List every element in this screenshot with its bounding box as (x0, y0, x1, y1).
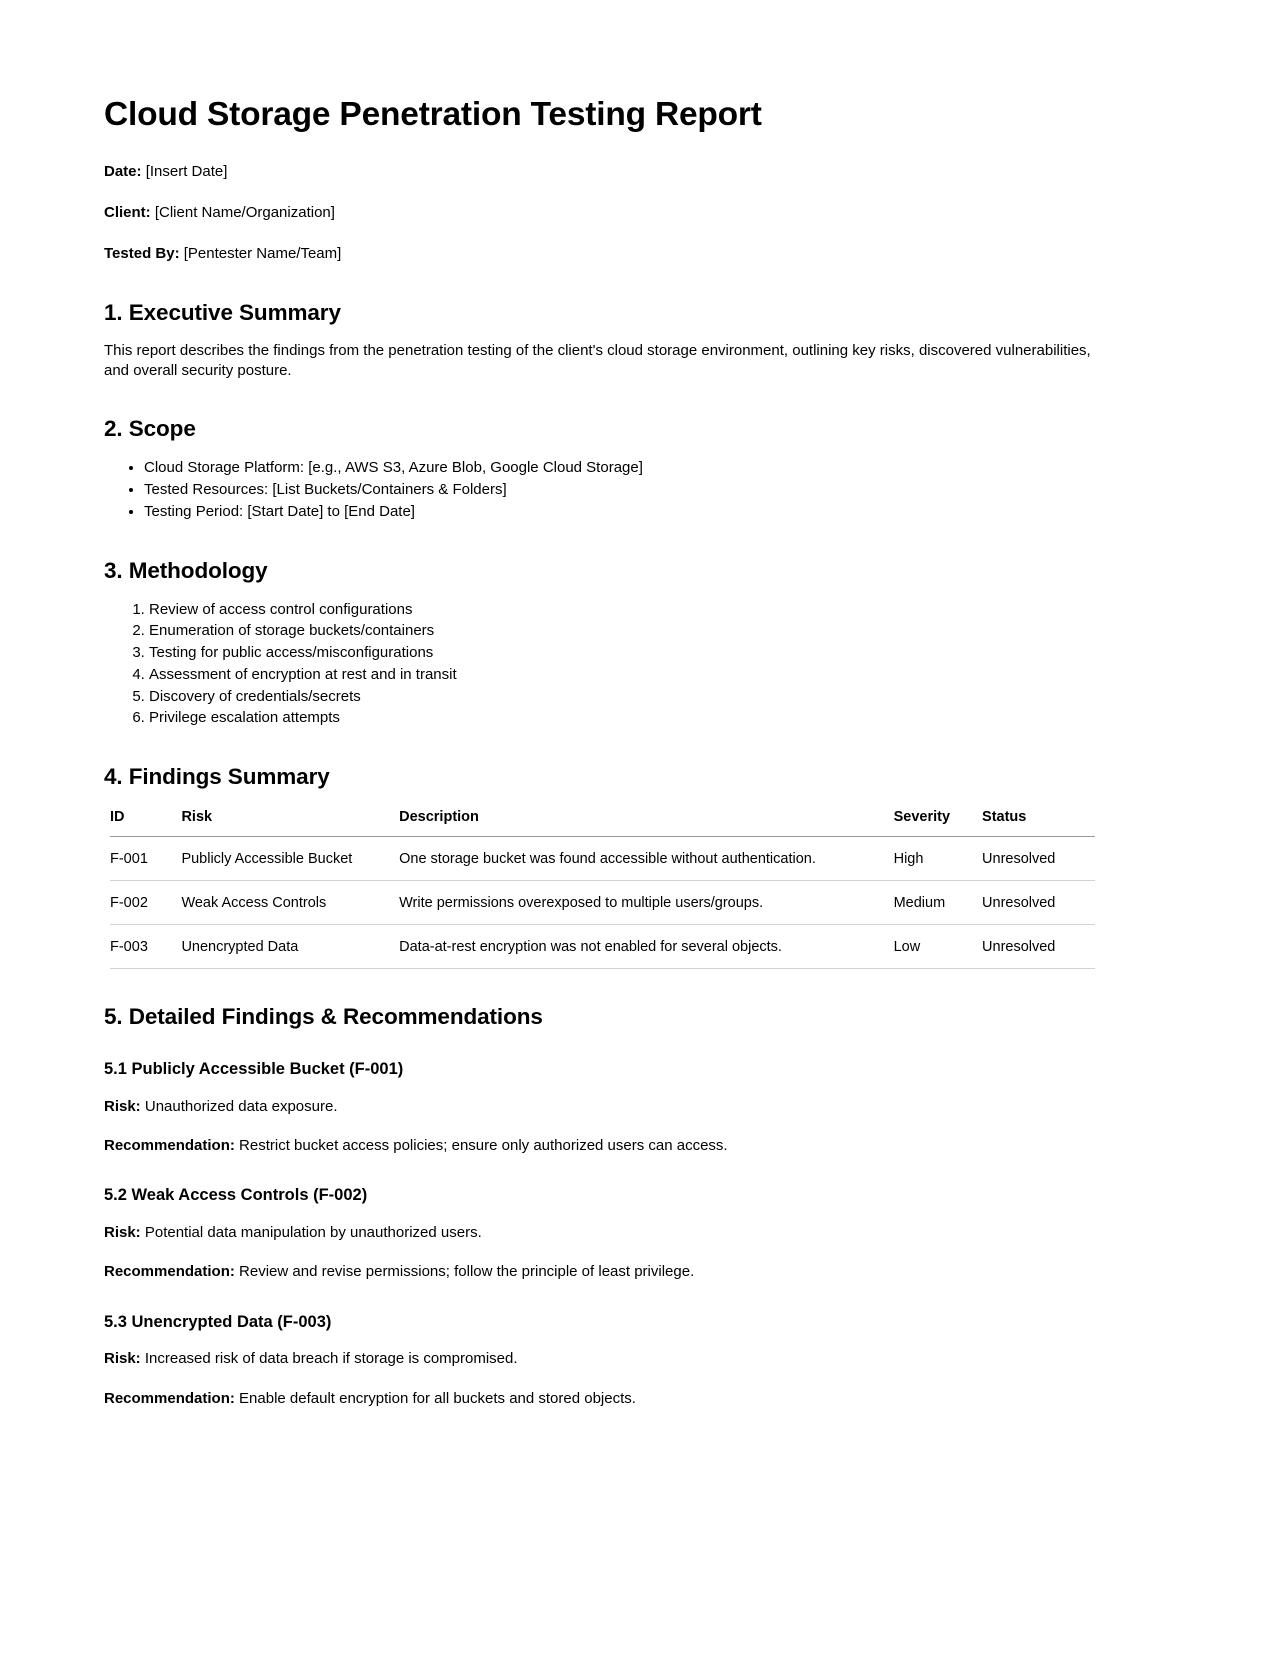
meta-client-label: Client: (104, 203, 151, 221)
methodology-list (104, 599, 1141, 730)
list-item: 3. Testing for public access/misconfigurations (149, 642, 1141, 664)
column-header-status: Status (982, 805, 1095, 837)
recommendation-text: Restrict bucket access policies; ensure only authorized users can access. (239, 1137, 728, 1155)
finding-recommendation-f-002 (104, 1262, 1141, 1282)
meta-client-value: [Client Name/Organization] (154, 203, 335, 221)
finding-recommendation-f-001 (104, 1136, 1141, 1156)
list-item: • Testing Period: [Start Date] to [End Date] (144, 501, 1141, 523)
recommendation-label: Recommendation: (104, 1137, 235, 1155)
scope-list (104, 457, 1141, 522)
recommendation-text: Enable default encryption for all buckets and stored objects. (239, 1389, 636, 1407)
section-heading-detailed-findings: 5. Detailed Findings & Recommendations (104, 1004, 543, 1030)
meta-client (104, 202, 1141, 224)
finding-heading-f-003: 5.3 Unencrypted Data (F-003) (104, 1312, 332, 1331)
meta-date (104, 161, 1141, 183)
risk-label: Risk: (104, 1097, 141, 1115)
risk-text: Increased risk of data breach if storage is compromised. (144, 1350, 518, 1368)
column-header-description: Description (399, 805, 893, 837)
meta-date-label: Date: (104, 162, 142, 180)
table-header (110, 805, 1095, 837)
cell-risk: Weak Access Controls (181, 881, 399, 925)
table-row (110, 837, 1095, 881)
column-header-id: ID (110, 805, 181, 837)
cell-status: Unresolved (982, 925, 1095, 969)
cell-id: F-003 (110, 925, 181, 969)
list-item: • Tested Resources: [List Buckets/Containers & Folders] (144, 479, 1141, 501)
cell-severity: High (894, 837, 982, 881)
list-item: 4. Assessment of encryption at rest and in transit (149, 664, 1141, 686)
recommendation-text: Review and revise permissions; follow the principle of least privilege. (239, 1263, 695, 1281)
list-item: • Cloud Storage Platform: [e.g., AWS S3, Azure Blob, Google Cloud Storage] (144, 457, 1141, 479)
column-header-severity: Severity (894, 805, 982, 837)
risk-text: Potential data manipulation by unauthorized users. (144, 1224, 482, 1242)
section-heading-findings-summary: 4. Findings Summary (104, 764, 330, 790)
meta-tested-by (104, 243, 1141, 265)
finding-risk-f-001 (104, 1097, 1141, 1117)
meta-tested-by-label: Tested By: (104, 245, 180, 263)
meta-date-value: [Insert Date] (145, 162, 228, 180)
list-item: 1. Review of access control configurations (149, 599, 1141, 621)
recommendation-label: Recommendation: (104, 1389, 235, 1407)
finding-heading-f-001: 5.1 Publicly Accessible Bucket (F-001) (104, 1060, 404, 1079)
cell-id: F-002 (110, 881, 181, 925)
risk-text: Unauthorized data exposure. (144, 1097, 338, 1115)
table-row (110, 881, 1095, 925)
finding-heading-f-002: 5.2 Weak Access Controls (F-002) (104, 1186, 368, 1205)
section-heading-executive-summary: 1. Executive Summary (104, 299, 341, 325)
finding-recommendation-f-003 (104, 1389, 1141, 1409)
list-item: 2. Enumeration of storage buckets/containers (149, 620, 1141, 642)
cell-description: Data-at-rest encryption was not enabled for several objects. (399, 925, 893, 969)
column-header-risk: Risk (181, 805, 399, 837)
cell-description: Write permissions overexposed to multiple users/groups. (399, 881, 893, 925)
list-item: 5. Discovery of credentials/secrets (149, 686, 1141, 708)
page-title: Cloud Storage Penetration Testing Report (104, 96, 762, 133)
table-header-row (110, 805, 1095, 837)
list-item: 6. Privilege escalation attempts (149, 707, 1141, 729)
cell-status: Unresolved (982, 837, 1095, 881)
finding-risk-f-003 (104, 1349, 1141, 1369)
section-heading-methodology: 3. Methodology (104, 557, 268, 583)
findings-summary-table (110, 805, 1095, 969)
table-row (110, 925, 1095, 969)
cell-description: One storage bucket was found accessible without authentication. (399, 837, 893, 881)
executive-summary-paragraph: This report describes the findings from the penetration testing of the client's cloud storage environment, outlining key risks, discovered vulnerabilities, and overall security posture. (104, 341, 1091, 380)
recommendation-label: Recommendation: (104, 1263, 235, 1281)
risk-label: Risk: (104, 1350, 141, 1368)
cell-id: F-001 (110, 837, 181, 881)
finding-risk-f-002 (104, 1223, 1141, 1243)
cell-risk: Publicly Accessible Bucket (181, 837, 399, 881)
cell-status: Unresolved (982, 881, 1095, 925)
cell-severity: Low (894, 925, 982, 969)
cell-risk: Unencrypted Data (181, 925, 399, 969)
meta-tested-by-value: [Pentester Name/Team] (183, 245, 342, 263)
risk-label: Risk: (104, 1224, 141, 1242)
section-heading-scope: 2. Scope (104, 416, 196, 442)
cell-severity: Medium (894, 881, 982, 925)
table-body (110, 837, 1095, 969)
